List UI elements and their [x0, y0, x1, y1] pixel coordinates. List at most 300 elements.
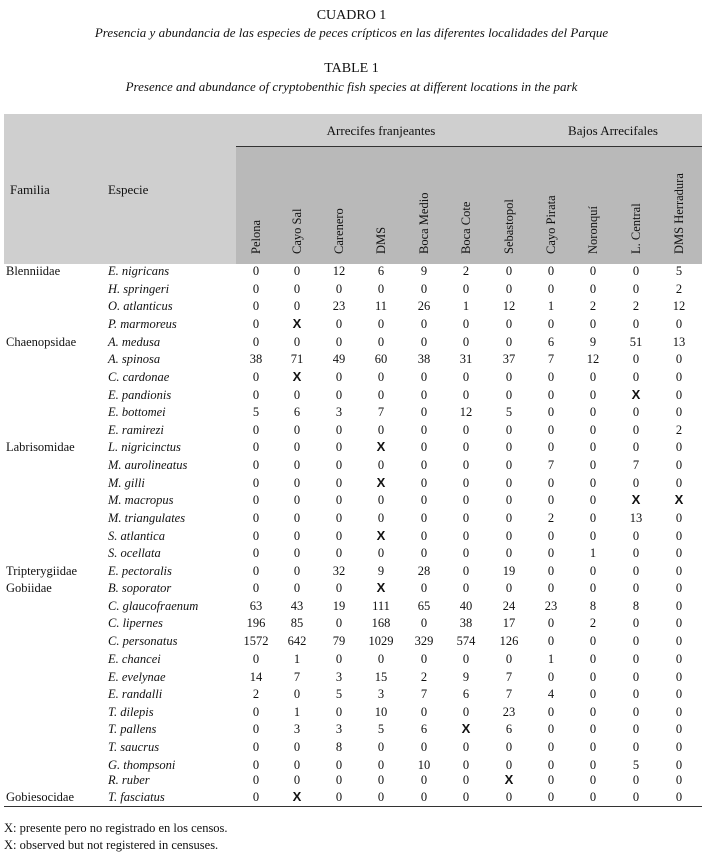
abundance-cell: 0 — [252, 652, 260, 666]
abundance-cell: 0 — [377, 758, 385, 772]
abundance-cell: 0 — [589, 670, 597, 684]
abundance-cell: 0 — [505, 493, 513, 507]
table-row — [0, 315, 703, 333]
abundance-cell: 0 — [335, 529, 343, 543]
species-cell: C. cardonae — [108, 370, 170, 384]
abundance-cell: 7 — [293, 670, 301, 684]
abundance-cell: 0 — [589, 564, 597, 578]
abundance-cell: 0 — [675, 405, 683, 419]
abundance-cell: 0 — [675, 564, 683, 578]
abundance-cell: 0 — [505, 546, 513, 560]
abundance-cell: 0 — [505, 282, 513, 296]
table-row — [0, 456, 703, 474]
abundance-cell: X — [376, 475, 386, 490]
abundance-cell: 0 — [632, 476, 640, 490]
abundance-cell: 19 — [502, 564, 516, 578]
abundance-cell: 0 — [462, 335, 470, 349]
abundance-cell: 0 — [589, 790, 597, 804]
abundance-cell: X — [376, 439, 386, 454]
abundance-cell: X — [292, 316, 302, 331]
abundance-cell: 0 — [252, 773, 260, 787]
table-row — [0, 527, 703, 545]
species-cell: E. pectoralis — [108, 564, 172, 578]
caption-es-title: CUADRO 1 — [316, 8, 387, 23]
species-cell: E. randalli — [108, 687, 163, 701]
abundance-cell: 2 — [420, 670, 428, 684]
abundance-cell: 9 — [462, 670, 470, 684]
abundance-cell: 0 — [420, 493, 428, 507]
column-header-species: Especie — [108, 182, 149, 197]
abundance-cell: 0 — [547, 790, 555, 804]
abundance-cell: 0 — [293, 773, 301, 787]
abundance-cell: 0 — [420, 740, 428, 754]
abundance-cell: 13 — [629, 511, 643, 525]
table-row — [0, 280, 703, 298]
abundance-cell: 1029 — [368, 634, 394, 648]
abundance-cell: 5 — [505, 405, 513, 419]
family-cell: Blenniidae — [6, 264, 61, 278]
abundance-cell: X — [674, 492, 684, 507]
table-row — [0, 350, 703, 368]
abundance-cell: 0 — [589, 722, 597, 736]
abundance-cell: 0 — [335, 511, 343, 525]
abundance-cell: 0 — [420, 616, 428, 630]
abundance-cell: 0 — [377, 282, 385, 296]
abundance-cell: 0 — [462, 564, 470, 578]
abundance-cell: 0 — [675, 370, 683, 384]
abundance-cell: 0 — [252, 758, 260, 772]
abundance-cell: 0 — [589, 476, 597, 490]
abundance-cell: 0 — [293, 581, 301, 595]
abundance-cell: 0 — [589, 511, 597, 525]
abundance-cell: 1 — [293, 705, 301, 719]
abundance-cell: 0 — [462, 370, 470, 384]
abundance-cell: 0 — [293, 440, 301, 454]
abundance-cell: 79 — [332, 634, 346, 648]
abundance-cell: 0 — [420, 529, 428, 543]
abundance-cell: 0 — [377, 546, 385, 560]
abundance-cell: 0 — [293, 546, 301, 560]
abundance-cell: 14 — [249, 670, 263, 684]
abundance-cell: 0 — [293, 529, 301, 543]
species-cell: M. triangulates — [108, 511, 186, 525]
abundance-cell: 0 — [632, 564, 640, 578]
abundance-cell: 0 — [675, 758, 683, 772]
abundance-cell: 0 — [252, 476, 260, 490]
abundance-cell: 0 — [632, 670, 640, 684]
abundance-cell: 0 — [335, 317, 343, 331]
abundance-cell: 0 — [632, 264, 640, 278]
abundance-cell: 0 — [462, 388, 470, 402]
abundance-cell: 0 — [589, 388, 597, 402]
abundance-cell: 0 — [632, 317, 640, 331]
abundance-cell: 0 — [547, 705, 555, 719]
abundance-cell: 0 — [335, 581, 343, 595]
abundance-cell: 0 — [420, 370, 428, 384]
abundance-cell: 168 — [371, 616, 391, 630]
abundance-cell: 71 — [290, 352, 304, 366]
table-row — [0, 262, 703, 280]
abundance-cell: 0 — [675, 652, 683, 666]
abundance-cell: 0 — [547, 282, 555, 296]
abundance-cell: 0 — [335, 440, 343, 454]
abundance-cell: 0 — [377, 740, 385, 754]
abundance-cell: 0 — [547, 581, 555, 595]
abundance-cell: 0 — [589, 370, 597, 384]
abundance-cell: 8 — [632, 599, 640, 613]
abundance-cell: 0 — [377, 458, 385, 472]
abundance-cell: 0 — [547, 423, 555, 437]
abundance-cell: 0 — [675, 511, 683, 525]
table-row — [0, 632, 703, 650]
abundance-cell: 12 — [502, 299, 516, 313]
abundance-cell: 0 — [505, 652, 513, 666]
abundance-cell: 23 — [502, 705, 516, 719]
caption-es-subtitle: Presencia y abundancia de las especies de peces crípticos en las diferentes localidades del Parque — [94, 25, 609, 40]
abundance-cell: 0 — [632, 440, 640, 454]
abundance-cell: 6 — [462, 687, 470, 701]
species-cell: T. fasciatus — [108, 790, 165, 804]
abundance-cell: 0 — [462, 758, 470, 772]
column-header-site: Boca Cote — [459, 201, 473, 254]
abundance-cell: 0 — [589, 529, 597, 543]
abundance-cell: 0 — [589, 423, 597, 437]
abundance-cell: 0 — [377, 493, 385, 507]
species-cell: E. ramirezi — [108, 423, 164, 437]
abundance-cell: 2 — [589, 299, 597, 313]
abundance-cell: 43 — [290, 599, 304, 613]
abundance-cell: 9 — [377, 564, 385, 578]
abundance-cell: 0 — [589, 581, 597, 595]
abundance-cell: 642 — [287, 634, 307, 648]
abundance-cell: 0 — [462, 652, 470, 666]
abundance-cell: 0 — [420, 773, 428, 787]
abundance-cell: 5 — [377, 722, 385, 736]
abundance-cell: 6 — [377, 264, 385, 278]
abundance-cell: 8 — [335, 740, 343, 754]
table-row — [0, 597, 703, 615]
abundance-cell: 0 — [632, 423, 640, 437]
abundance-cell: 0 — [462, 476, 470, 490]
abundance-cell: 38 — [249, 352, 263, 366]
abundance-cell: 0 — [462, 423, 470, 437]
abundance-cell: 26 — [417, 299, 431, 313]
table-row — [0, 333, 703, 351]
abundance-cell: 6 — [547, 335, 555, 349]
abundance-cell: 9 — [420, 264, 428, 278]
abundance-cell: 0 — [252, 705, 260, 719]
species-cell: R. ruber — [108, 773, 150, 787]
abundance-cell: 0 — [420, 511, 428, 525]
abundance-cell: 19 — [332, 599, 346, 613]
abundance-cell: 0 — [335, 773, 343, 787]
column-header-site: Noronquí — [586, 206, 600, 254]
abundance-cell: 0 — [462, 493, 470, 507]
abundance-cell: 0 — [632, 687, 640, 701]
abundance-cell: 60 — [374, 352, 388, 366]
abundance-cell: 0 — [252, 546, 260, 560]
abundance-cell: 0 — [462, 740, 470, 754]
column-header-site: Cayo Pirata — [544, 195, 558, 254]
species-cell: T. pallens — [108, 722, 157, 736]
column-header-site: DMS Herradura — [672, 173, 686, 254]
abundance-cell: 2 — [632, 299, 640, 313]
abundance-cell: 5 — [675, 264, 683, 278]
abundance-cell: 0 — [252, 581, 260, 595]
abundance-cell: 0 — [420, 546, 428, 560]
species-cell: T. saucrus — [108, 740, 160, 754]
abundance-cell: 12 — [332, 264, 346, 278]
abundance-cell: X — [504, 772, 514, 787]
abundance-cell: 0 — [675, 670, 683, 684]
abundance-cell: X — [461, 721, 471, 736]
family-cell: Tripterygiidae — [6, 564, 78, 578]
abundance-cell: 0 — [252, 722, 260, 736]
abundance-cell: 0 — [293, 511, 301, 525]
abundance-cell: 0 — [675, 722, 683, 736]
abundance-cell: 3 — [293, 722, 301, 736]
abundance-cell: 0 — [293, 740, 301, 754]
abundance-cell: 0 — [462, 705, 470, 719]
abundance-cell: 0 — [505, 317, 513, 331]
abundance-cell: 0 — [632, 282, 640, 296]
column-header-site: L. Central — [629, 203, 643, 254]
family-cell: Labrisomidae — [6, 440, 75, 454]
abundance-cell: 0 — [547, 317, 555, 331]
abundance-cell: 0 — [335, 370, 343, 384]
table-row — [0, 703, 703, 721]
abundance-cell: 0 — [505, 581, 513, 595]
abundance-cell: 0 — [252, 511, 260, 525]
abundance-cell: 1 — [462, 299, 470, 313]
abundance-cell: 1 — [547, 299, 555, 313]
abundance-cell: 0 — [675, 687, 683, 701]
abundance-cell: 0 — [420, 790, 428, 804]
abundance-cell: 0 — [335, 616, 343, 630]
abundance-cell: 0 — [335, 476, 343, 490]
abundance-cell: 2 — [547, 511, 555, 525]
abundance-cell: 0 — [675, 440, 683, 454]
abundance-cell: 2 — [252, 687, 260, 701]
species-cell: C. personatus — [108, 634, 178, 648]
abundance-cell: 0 — [252, 493, 260, 507]
abundance-cell: 0 — [252, 423, 260, 437]
abundance-cell: 0 — [462, 458, 470, 472]
abundance-cell: 0 — [335, 758, 343, 772]
abundance-cell: 7 — [420, 687, 428, 701]
abundance-cell: 0 — [547, 758, 555, 772]
abundance-cell: 0 — [632, 652, 640, 666]
abundance-cell: 0 — [505, 476, 513, 490]
abundance-cell: 0 — [632, 352, 640, 366]
abundance-cell: 0 — [335, 423, 343, 437]
table-row — [0, 668, 703, 686]
abundance-cell: X — [292, 789, 302, 804]
species-cell: A. medusa — [108, 335, 161, 349]
abundance-cell: 0 — [675, 458, 683, 472]
abundance-cell: 5 — [252, 405, 260, 419]
abundance-cell: 0 — [632, 773, 640, 787]
abundance-cell: 0 — [293, 299, 301, 313]
abundance-cell: 0 — [335, 493, 343, 507]
abundance-cell: 0 — [547, 370, 555, 384]
abundance-cell: 0 — [420, 476, 428, 490]
species-cell: E. nigricans — [108, 264, 170, 278]
abundance-cell: 0 — [675, 546, 683, 560]
abundance-cell: 7 — [505, 687, 513, 701]
abundance-cell: 0 — [589, 634, 597, 648]
abundance-cell: 0 — [589, 405, 597, 419]
abundance-cell: 0 — [505, 370, 513, 384]
species-cell: O. atlanticus — [108, 299, 173, 313]
abundance-cell: 5 — [335, 687, 343, 701]
abundance-cell: 0 — [589, 317, 597, 331]
abundance-cell: 23 — [332, 299, 346, 313]
abundance-cell: 28 — [417, 564, 431, 578]
abundance-cell: 6 — [420, 722, 428, 736]
abundance-cell: 10 — [374, 705, 388, 719]
abundance-cell: 0 — [505, 740, 513, 754]
abundance-cell: 12 — [586, 352, 600, 366]
abundance-cell: 0 — [420, 282, 428, 296]
abundance-cell: 0 — [675, 740, 683, 754]
abundance-cell: 7 — [547, 458, 555, 472]
abundance-cell: 3 — [335, 670, 343, 684]
table-row — [0, 386, 703, 404]
table-row — [0, 720, 703, 738]
abundance-cell: 0 — [462, 440, 470, 454]
abundance-cell: 0 — [675, 599, 683, 613]
abundance-cell: 1 — [293, 652, 301, 666]
table-row — [0, 403, 703, 421]
abundance-cell: 0 — [632, 790, 640, 804]
abundance-cell: 0 — [377, 317, 385, 331]
abundance-cell: 24 — [502, 599, 516, 613]
abundance-cell: 12 — [672, 299, 686, 313]
table-row — [0, 297, 703, 315]
column-header-site: Cayo Sal — [290, 208, 304, 254]
abundance-cell: 0 — [252, 335, 260, 349]
abundance-cell: 23 — [544, 599, 558, 613]
abundance-cell: 0 — [505, 388, 513, 402]
abundance-cell: 2 — [675, 282, 683, 296]
abundance-cell: 196 — [246, 616, 266, 630]
abundance-cell: 0 — [675, 317, 683, 331]
abundance-cell: 7 — [377, 405, 385, 419]
abundance-cell: 63 — [249, 599, 263, 613]
abundance-cell: 0 — [335, 282, 343, 296]
abundance-cell: 0 — [632, 546, 640, 560]
abundance-cell: 0 — [462, 546, 470, 560]
abundance-cell: 0 — [547, 476, 555, 490]
abundance-cell: 0 — [632, 581, 640, 595]
abundance-cell: 0 — [589, 705, 597, 719]
abundance-cell: 0 — [505, 335, 513, 349]
table-row — [0, 579, 703, 597]
abundance-cell: 0 — [547, 564, 555, 578]
abundance-cell: 0 — [252, 564, 260, 578]
abundance-cell: 0 — [377, 388, 385, 402]
abundance-cell: 0 — [420, 405, 428, 419]
abundance-cell: 0 — [462, 773, 470, 787]
abundance-cell: 0 — [293, 458, 301, 472]
abundance-cell: 0 — [335, 335, 343, 349]
abundance-cell: 4 — [547, 687, 555, 701]
abundance-cell: 17 — [502, 616, 516, 630]
abundance-cell: 0 — [293, 476, 301, 490]
abundance-cell: 0 — [420, 335, 428, 349]
abundance-cell: 0 — [335, 705, 343, 719]
abundance-cell: 0 — [420, 652, 428, 666]
table-row — [0, 474, 703, 492]
abundance-cell: X — [292, 369, 302, 384]
abundance-cell: 15 — [374, 670, 388, 684]
table-row — [0, 650, 703, 668]
abundance-cell: 0 — [335, 458, 343, 472]
species-cell: P. marmoreus — [108, 317, 177, 331]
abundance-cell: 0 — [505, 790, 513, 804]
abundance-cell: 0 — [462, 790, 470, 804]
abundance-cell: 0 — [675, 634, 683, 648]
species-cell: H. springeri — [108, 282, 170, 296]
column-header-family: Familia — [10, 182, 50, 197]
abundance-cell: 0 — [505, 423, 513, 437]
abundance-cell: 0 — [675, 616, 683, 630]
abundance-cell: X — [631, 387, 641, 402]
species-cell: S. ocellata — [108, 546, 161, 560]
abundance-cell: 51 — [629, 335, 643, 349]
table-row — [0, 438, 703, 456]
abundance-cell: 0 — [675, 476, 683, 490]
abundance-cell: 0 — [462, 529, 470, 543]
family-cell: Chaenopsidae — [6, 335, 77, 349]
abundance-cell: 0 — [589, 282, 597, 296]
abundance-cell: 38 — [417, 352, 431, 366]
abundance-cell: 0 — [632, 740, 640, 754]
abundance-cell: 329 — [414, 634, 434, 648]
abundance-cell: 0 — [547, 405, 555, 419]
abundance-cell: 0 — [589, 773, 597, 787]
abundance-cell: 0 — [675, 790, 683, 804]
abundance-cell: 2 — [589, 616, 597, 630]
abundance-cell: 0 — [293, 388, 301, 402]
abundance-cell: 0 — [675, 773, 683, 787]
abundance-cell: 0 — [462, 511, 470, 525]
abundance-cell: 0 — [252, 790, 260, 804]
abundance-cell: 0 — [252, 388, 260, 402]
abundance-cell: 37 — [502, 352, 516, 366]
abundance-cell: 0 — [293, 493, 301, 507]
table-row — [0, 614, 703, 632]
species-cell: A. spinosa — [108, 352, 161, 366]
table-bottom-rule — [4, 806, 702, 807]
caption-en-title: TABLE 1 — [324, 61, 379, 76]
abundance-cell: 0 — [377, 335, 385, 349]
species-cell: S. atlantica — [108, 529, 165, 543]
abundance-cell: 0 — [547, 722, 555, 736]
abundance-cell: X — [631, 492, 641, 507]
abundance-cell: 0 — [462, 317, 470, 331]
group-label-fringing-reefs: Arrecifes franjeantes — [326, 123, 436, 138]
abundance-cell: 0 — [547, 264, 555, 278]
abundance-cell: 0 — [252, 282, 260, 296]
abundance-cell: 0 — [547, 388, 555, 402]
abundance-cell: 0 — [420, 388, 428, 402]
abundance-cell: 38 — [459, 616, 473, 630]
abundance-cell: 0 — [589, 687, 597, 701]
abundance-cell: X — [376, 528, 386, 543]
abundance-cell: 0 — [252, 458, 260, 472]
